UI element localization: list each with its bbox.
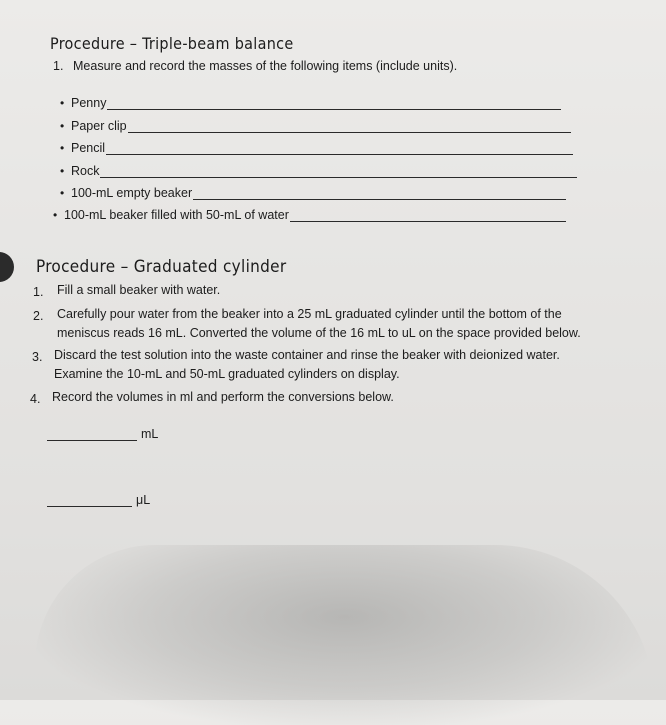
answer-line[interactable] — [193, 188, 566, 200]
answer-line[interactable] — [106, 143, 573, 155]
section1-step-number: 1. — [53, 59, 64, 73]
step-4-text — [52, 388, 394, 407]
bullet: • — [60, 164, 65, 178]
item-label: Rock — [71, 164, 100, 178]
answer-line[interactable] — [128, 121, 571, 133]
item-label: Paper clip — [71, 119, 127, 133]
item-label: Penny — [71, 96, 107, 110]
step-number-3: 3. — [32, 350, 43, 364]
hand-shadow — [35, 545, 655, 725]
step-3-line-1: Discard the test solution into the waste container and rinse the beaker with deionized water. — [54, 348, 560, 362]
step-2-line-2: meniscus reads 16 mL. Converted the volume of the 16 mL to uL on the space provided below. — [57, 326, 581, 340]
binder-hole — [0, 252, 14, 282]
mass-item-filled-beaker — [53, 208, 566, 222]
step-2-text — [57, 305, 581, 343]
bullet: • — [60, 141, 65, 155]
mass-item-rock — [60, 164, 577, 178]
step-4-line-1: Record the volumes in ml and perform the conversions below. — [52, 390, 394, 404]
bullet: • — [53, 208, 58, 222]
answer-blank-ul[interactable] — [47, 496, 132, 507]
mass-item-empty-beaker — [60, 186, 566, 200]
unit-ul: μL — [136, 493, 151, 507]
step-number-1: 1. — [33, 285, 44, 299]
unit-ml: mL — [141, 427, 159, 441]
step-1-text — [57, 281, 220, 300]
answer-line[interactable] — [107, 98, 561, 110]
step-3-line-2: Examine the 10-mL and 50-mL graduated cylinders on display. — [54, 367, 400, 381]
bullet: • — [60, 96, 65, 110]
bullet: • — [60, 186, 65, 200]
section1-instruction: Measure and record the masses of the following items (include units). — [73, 59, 458, 73]
mass-item-pencil — [60, 141, 573, 155]
step-2-line-1: Carefully pour water from the beaker into a 25 mL graduated cylinder until the bottom of the — [57, 307, 562, 321]
answer-blank-ml[interactable] — [47, 430, 137, 441]
step-1-line-1: Fill a small beaker with water. — [57, 283, 221, 297]
step-number-4: 4. — [30, 392, 41, 406]
step-3-text — [54, 346, 560, 384]
section2-heading: Procedure – Graduated cylinder — [36, 257, 287, 277]
item-label: 100-mL beaker filled with 50-mL of water — [64, 208, 289, 222]
answer-ml — [47, 427, 158, 441]
answer-line[interactable] — [290, 210, 566, 222]
item-label: Pencil — [71, 141, 106, 155]
section1-heading: Procedure – Triple-beam balance — [50, 34, 294, 53]
item-label: 100-mL empty beaker — [71, 186, 193, 200]
mass-item-paper-clip — [60, 119, 571, 133]
answer-line[interactable] — [100, 166, 577, 178]
answer-ul — [47, 493, 150, 507]
bullet: • — [60, 119, 65, 133]
mass-item-penny — [60, 96, 561, 110]
step-number-2: 2. — [33, 309, 44, 323]
